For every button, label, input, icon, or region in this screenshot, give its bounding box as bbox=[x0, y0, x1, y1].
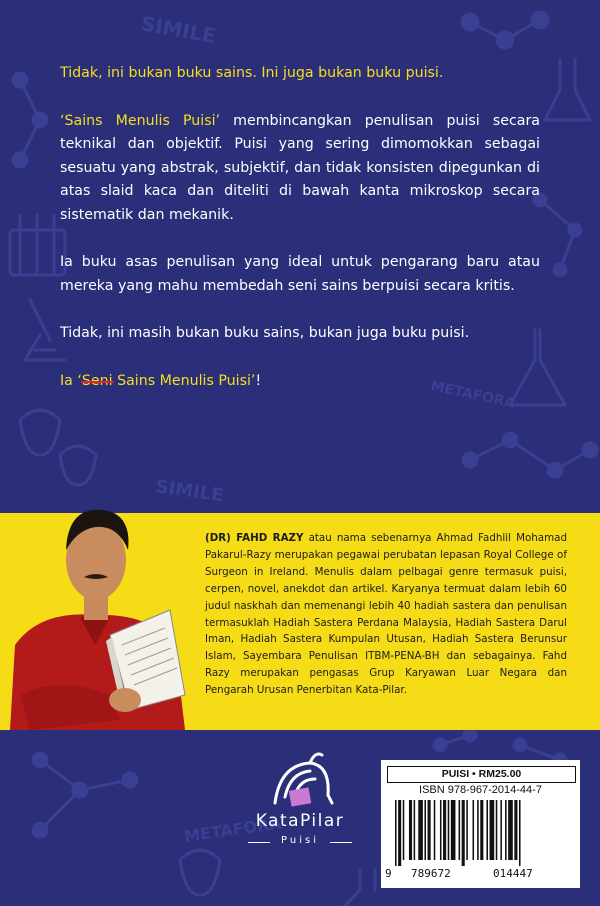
bg-word-metafora: METAFORA bbox=[429, 378, 517, 412]
barcode-bar bbox=[403, 800, 405, 860]
microscope-icon bbox=[25, 300, 65, 360]
test-tube-rack-icon bbox=[10, 215, 65, 275]
theater-mask-icon bbox=[180, 850, 220, 895]
author-name: (DR) FAHD RAZY bbox=[205, 532, 304, 544]
barcode-bar bbox=[395, 800, 397, 866]
molecule-icon bbox=[13, 73, 47, 167]
barcode-bar bbox=[414, 800, 416, 860]
bg-word-simile: SIMILE bbox=[139, 11, 218, 49]
blurb bbox=[60, 62, 540, 417]
closing-title: Sains Menulis Puisi’ bbox=[112, 372, 256, 389]
flask-icon bbox=[345, 870, 375, 906]
publisher-imprint: Puisi bbox=[281, 835, 319, 846]
closing-quote: ‘ bbox=[77, 372, 82, 389]
barcode-bar bbox=[462, 800, 465, 866]
barcode-bar bbox=[505, 800, 507, 860]
beaker-icon bbox=[545, 60, 590, 120]
barcode-bar bbox=[473, 800, 475, 860]
barcode-bar bbox=[519, 800, 521, 866]
theater-mask-icon bbox=[60, 446, 96, 485]
publisher-name: KataPilar bbox=[255, 811, 345, 831]
barcode-bar bbox=[500, 800, 502, 860]
closing-exclamation: ! bbox=[255, 372, 262, 389]
molecule-icon bbox=[534, 194, 581, 276]
author-photo bbox=[0, 495, 190, 730]
molecule-icon bbox=[463, 433, 597, 477]
molecule-icon bbox=[33, 753, 137, 837]
barcode-bars bbox=[395, 800, 571, 866]
barcode-right-digits: 014447 bbox=[493, 867, 533, 880]
logo-divider-right bbox=[330, 842, 352, 843]
barcode-bar bbox=[451, 800, 456, 860]
author-bio-text: atau nama sebenarnya Ahmad Fadhlil Mohamad Pakarul-Razy merupakan pegawai perubatan lepasan Royal College of Surgeon in Ireland. Menulis dalam pelbagai genre termasuk puisi, cerpen, novel, anekdot dan artikel. Karyanya termuat dalam lebih 60 judul naskhah dan memenangi lebih 40 hadiah sastera dan penulisan termasuklah Hadiah Sastera Perdana Malaysia, Hadiah Sastera Darul Iman, Hadiah Sastera Kumpulan Utusan, Hadiah Sastera Berunsur Islam, Sayembara Penulisan ITBM-PENA-BH dan sebagainya. Fahd Razy merupakan pengasas Grup Karyawan Luar Negara dan Pengarah Urusan Penerbitan Kata-Pilar. bbox=[205, 532, 567, 697]
blurb-paragraph-3: Ia buku asas penulisan yang ideal untuk pengarang baru atau mereka yang mahu membedah seni sains berpuisi secara kritis. bbox=[60, 254, 540, 294]
barcode-bar bbox=[490, 800, 495, 860]
publisher-logo bbox=[240, 745, 360, 860]
barcode-bar bbox=[398, 800, 401, 866]
isbn-text: ISBN 978-967-2014-44-7 bbox=[419, 784, 542, 796]
barcode-first-digit: 9 bbox=[385, 867, 392, 880]
blurb-paragraph-4: Tidak, ini masih bukan buku sains, bukan juga buku puisi. bbox=[60, 325, 470, 341]
barcode-bar bbox=[434, 800, 436, 860]
barcode-bar bbox=[508, 800, 513, 860]
barcode-left-digits: 789672 bbox=[411, 867, 451, 880]
barcode-bar bbox=[514, 800, 517, 860]
barcode-bar bbox=[486, 800, 488, 860]
author-bio bbox=[205, 530, 567, 699]
barcode-bar bbox=[440, 800, 442, 860]
barcode-bar bbox=[409, 800, 412, 860]
blurb-closing-line bbox=[60, 370, 540, 394]
barcode-bar bbox=[428, 800, 431, 860]
theater-mask-icon bbox=[20, 410, 60, 455]
barcode-bar bbox=[466, 800, 468, 860]
barcode-bar bbox=[459, 800, 461, 860]
barcode-bar bbox=[418, 800, 423, 860]
bg-word-simile: SIMILE bbox=[154, 476, 225, 507]
barcode-bar bbox=[448, 800, 450, 860]
blurb-line-1: Tidak, ini bukan buku sains. Ini juga bukan buku puisi. bbox=[60, 65, 444, 81]
molecule-icon bbox=[462, 12, 548, 48]
blurb-paragraph-2-text: membincangkan penulisan puisi secara teknikal dan objektif. Puisi yang sering dimomokkan sebagai sesuatu yang abstrak, subjektif, dan tidak konsisten dipegunkan di atas slaid kaca dan diteliti di bawah kanta mikroskop secara sistematik dan mekanik. bbox=[60, 112, 540, 223]
armadillo-reading-icon bbox=[240, 745, 360, 811]
barcode-bar bbox=[480, 800, 483, 860]
book-title-quote: ‘Sains Menulis Puisi’ bbox=[60, 112, 221, 129]
barcode-box bbox=[381, 760, 580, 888]
barcode-bar bbox=[477, 800, 479, 860]
closing-prefix: Ia bbox=[60, 372, 78, 389]
struck-word: Seni bbox=[81, 372, 113, 389]
bg-word-metafora: METAFORA bbox=[182, 813, 283, 846]
barcode-bar bbox=[496, 800, 498, 860]
price-label: PUISI • RM25.00 bbox=[387, 766, 576, 783]
barcode-bar bbox=[443, 800, 446, 860]
barcode-bar bbox=[424, 800, 426, 860]
blurb-paragraph-2 bbox=[60, 110, 540, 228]
